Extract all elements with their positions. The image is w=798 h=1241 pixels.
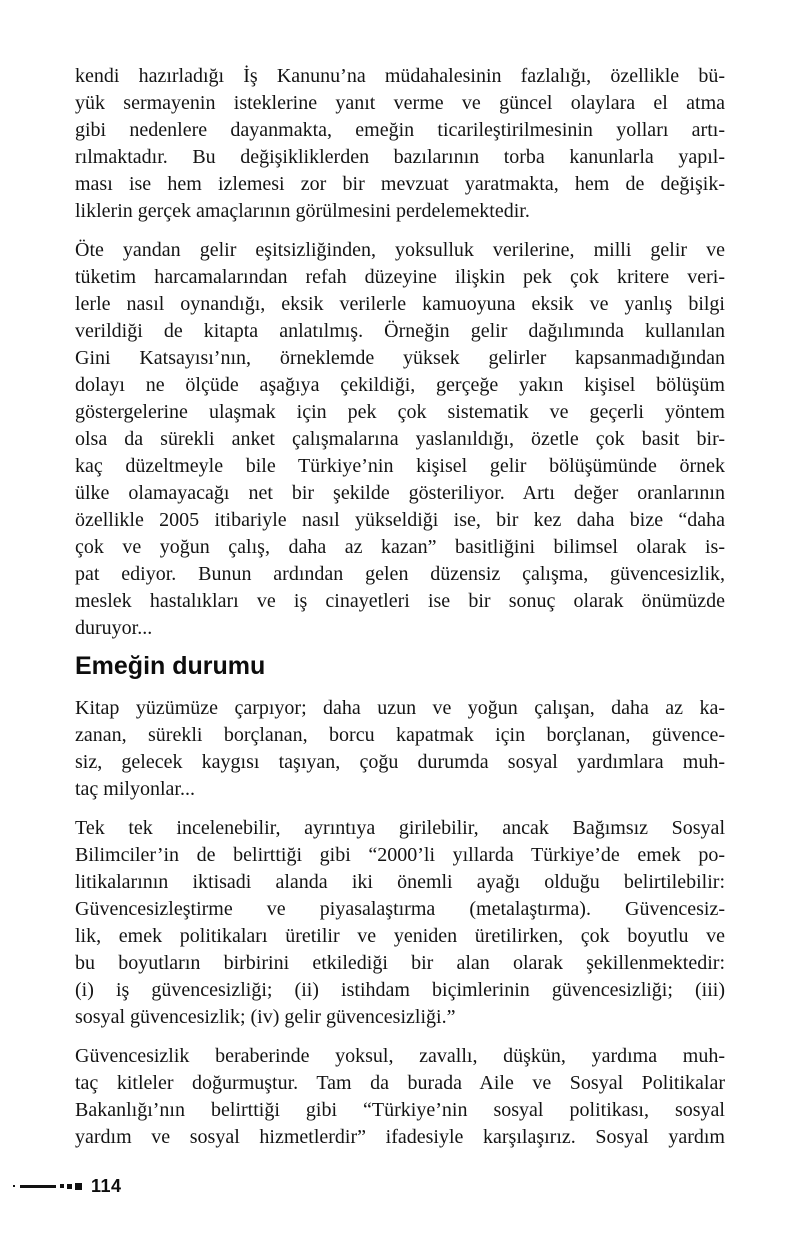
text-line: gibi nedenlere dayanmakta, emeğin ticarileştirilmesinin yolları artı-	[75, 119, 725, 141]
text-line: yük sermayenin isteklerine yanıt verme ve güncel olaylara el atma	[75, 92, 725, 114]
text-line: taç kitleler doğurmuştur. Tam da burada Aile ve Sosyal Politikalar	[75, 1072, 725, 1094]
ornament-rule	[20, 1185, 56, 1188]
text-line: Gini Katsayısı’nın, örneklemde yüksek gelirler kapsanmadığından	[75, 347, 725, 369]
paragraph	[75, 63, 725, 225]
text-line: göstergelerine ulaşmak için pek çok sistematik ve geçerli yöntem	[75, 401, 725, 423]
page-number: 114	[91, 1176, 122, 1196]
text-line: liklerin gerçek amaçlarının görülmesini perdelemektedir.	[75, 200, 530, 222]
text-line: çok ve yoğun çalış, daha az kazan” basitliğini bilimsel olarak is-	[75, 536, 725, 558]
text-block	[75, 63, 725, 1163]
text-line: Bakanlığı’nın belirttiği gibi “Türkiye’nin sosyal politikası, sosyal	[75, 1099, 725, 1121]
text-line: Bilimciler’in de belirttiği gibi “2000’li yıllarda Türkiye’de emek po-	[75, 844, 725, 866]
text-line: Tek tek incelenebilir, ayrıntıya girilebilir, ancak Bağımsız Sosyal	[75, 817, 725, 839]
text-line: lik, emek politikaları üretilir ve yeniden üretilirken, çok boyutlu ve	[75, 925, 725, 947]
paragraph	[75, 1043, 725, 1151]
text-line: bu boyutların birbirini etkilediği bir alan olarak şekillenmektedir:	[75, 952, 725, 974]
text-line: meslek hastalıkları ve iş cinayetleri ise bir sonuç olarak önümüzde	[75, 590, 725, 612]
text-line: duruyor...	[75, 617, 153, 639]
paragraph	[75, 815, 725, 1031]
text-line: yardım ve sosyal hizmetlerdir” ifadesiyle karşılaşırız. Sosyal yardım	[75, 1126, 725, 1148]
text-line: taç milyonlar...	[75, 778, 195, 800]
ornament-dot	[13, 1185, 15, 1187]
text-line: siz, gelecek kaygısı taşıyan, çoğu durumda sosyal yardımlara muh-	[75, 751, 725, 773]
text-line: dolayı ne ölçüde aşağıya çekildiği, gerçeğe yakın kişisel bölüşüm	[75, 374, 725, 396]
text-line: kaç düzeltmeyle bile Türkiye’nin kişisel gelir bölüşümünde örnek	[75, 455, 725, 477]
text-line: özellikle 2005 itibariyle nasıl yükseldiği ise, bir kez daha bize “daha	[75, 509, 725, 531]
text-line: lerle nasıl oynandığı, eksik verilerle kamuoyuna eksik ve yanlış bilgi	[75, 293, 725, 315]
ornament-square-large	[75, 1183, 82, 1190]
text-line: kendi hazırladığı İş Kanunu’na müdahalesinin fazlalığı, özellikle bü-	[75, 65, 725, 87]
text-line: litikalarının iktisadi alanda iki önemli ayağı olduğu belirtilebilir:	[75, 871, 725, 893]
page-footer	[13, 1177, 122, 1195]
text-line: olsa da sürekli anket çalışmalarına yaslanıldığı, özetle çok basit bir-	[75, 428, 725, 450]
footer-ornament	[13, 1183, 91, 1190]
text-line: Kitap yüzümüze çarpıyor; daha uzun ve yoğun çalışan, daha az ka-	[75, 697, 725, 719]
ornament-square-medium	[67, 1184, 72, 1189]
text-line: Güvencesizlik beraberinde yoksul, zavallı, düşkün, yardıma muh-	[75, 1045, 725, 1067]
text-line: zanan, sürekli borçlanan, borcu kapatmak için borçlanan, güvence-	[75, 724, 725, 746]
section-heading: Emeğin durumu	[75, 652, 266, 680]
text-line: rılmaktadır. Bu değişikliklerden bazılarının torba kanunlarla yapıl-	[75, 146, 725, 168]
ornament-square-small	[60, 1184, 64, 1188]
text-line: Öte yandan gelir eşitsizliğinden, yoksulluk verilerine, milli gelir ve	[75, 239, 725, 261]
text-line: tüketim harcamalarından refah düzeyine ilişkin pek çok kritere veri-	[75, 266, 725, 288]
text-line: Güvencesizleştirme ve piyasalaştırma (metalaştırma). Güvencesiz-	[75, 898, 725, 920]
text-line: verildiği de kitapta anlatılmış. Örneğin gelir dağılımında kullanılan	[75, 320, 725, 342]
text-line: ması ise hem izlemesi zor bir mevzuat yaratmakta, hem de değişik-	[75, 173, 725, 195]
text-line: pat ediyor. Bunun ardından gelen düzensiz çalışma, güvencesizlik,	[75, 563, 725, 585]
paragraph	[75, 695, 725, 803]
paragraph	[75, 237, 725, 642]
text-line: ülke olamayacağı net bir şekilde gösteriliyor. Artı değer oranlarının	[75, 482, 725, 504]
text-line: (i) iş güvencesizliği; (ii) istihdam biçimlerinin güvencesizliği; (iii)	[75, 979, 725, 1001]
text-line: sosyal güvencesizlik; (iv) gelir güvencesizliği.”	[75, 1006, 456, 1028]
